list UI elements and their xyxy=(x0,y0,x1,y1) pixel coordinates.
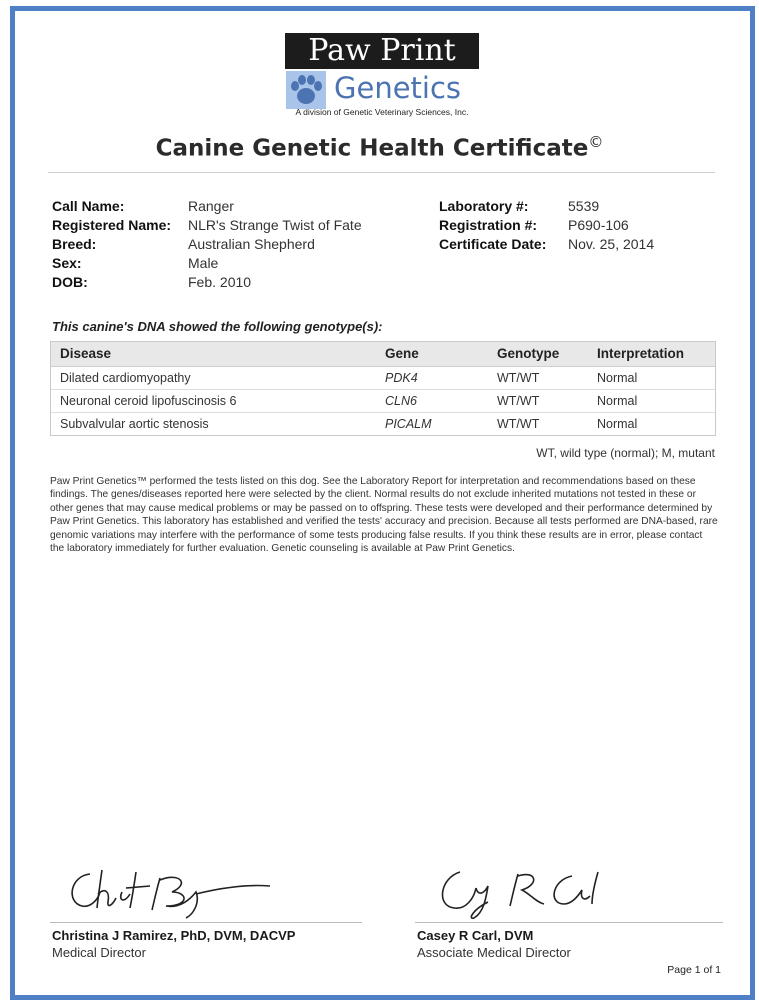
logo-bottom-text: Genetics xyxy=(334,71,462,105)
genotype-heading: This canine's DNA showed the following genotype(s): xyxy=(52,319,383,334)
disclaimer-paragraph: Paw Print Genetics™ performed the tests listed on this dog. See the Laboratory Report for interpretation and recommendations based on these findings. The genes/diseases reported here were selected by the client. Normal results do not exclude inherited mutations not tested in these or other genes that may cause medical problems or may be passed on to offspring. These tests were developed and their performance determined by Paw Print Genetics. This laboratory has established and verified the tests' accuracy and precision. Because all tests performed are DNA-based, rare genomic variations may interfere with the performance of some tests producing false results. If you think these results are in error, please contact the laboratory immediately for further evaluation. Genetic counseling is available at Paw Print Genetics. xyxy=(50,476,718,555)
interpretation-cell: Normal xyxy=(597,371,638,385)
breed-value: Australian Shepherd xyxy=(188,236,315,252)
call-name-value: Ranger xyxy=(188,198,234,214)
interpretation-cell: Normal xyxy=(597,417,638,431)
header-gene: Gene xyxy=(385,346,419,361)
table-row xyxy=(51,413,715,435)
copyright-mark: © xyxy=(588,133,604,151)
gene-cell: CLN6 xyxy=(385,394,417,408)
gene-cell: PICALM xyxy=(385,417,432,431)
laboratory-number-label: Laboratory #: xyxy=(439,198,529,214)
logo-top-text: Paw Print xyxy=(285,33,479,69)
disease-cell: Subvalvular aortic stenosis xyxy=(60,417,209,431)
dob-value: Feb. 2010 xyxy=(188,274,252,290)
table-row xyxy=(51,367,715,390)
signer-name-right: Casey R Carl, DVM xyxy=(417,928,534,943)
paw-print-genetics-logo xyxy=(282,33,482,123)
page-number: Page 1 of 1 xyxy=(667,964,721,976)
registration-number-label: Registration #: xyxy=(439,217,538,233)
certificate-date-label: Certificate Date: xyxy=(439,236,547,252)
registered-name-value: NLR's Strange Twist of Fate xyxy=(188,217,362,233)
disease-cell: Neuronal ceroid lipofuscinosis 6 xyxy=(60,394,237,408)
title-text: Canine Genetic Health Certificate xyxy=(155,135,589,162)
header-disease: Disease xyxy=(60,346,112,361)
laboratory-number-value: 5539 xyxy=(568,198,600,214)
sex-value: Male xyxy=(188,255,219,271)
title-divider xyxy=(48,172,715,173)
interpretation-cell: Normal xyxy=(597,394,638,408)
paw-icon xyxy=(286,71,326,109)
gene-cell: PDK4 xyxy=(385,371,418,385)
ramirez-signature xyxy=(60,862,275,922)
signer-title-left: Medical Director xyxy=(52,945,146,960)
registration-number-value: P690-106 xyxy=(568,217,629,233)
genotype-cell: WT/WT xyxy=(497,394,540,408)
genotype-legend: WT, wild type (normal); M, mutant xyxy=(536,446,715,460)
genotype-cell: WT/WT xyxy=(497,371,540,385)
breed-label: Breed: xyxy=(52,236,97,252)
signature-line-left xyxy=(50,922,362,923)
signer-name-left: Christina J Ramirez, PhD, DVM, DACVP xyxy=(52,928,296,943)
signature-line-right xyxy=(415,922,723,923)
logo-subtitle: A division of Genetic Veterinary Sciences, Inc. xyxy=(295,107,469,117)
call-name-label: Call Name: xyxy=(52,198,125,214)
header-genotype: Genotype xyxy=(497,346,560,361)
disease-cell: Dilated cardiomyopathy xyxy=(60,371,191,385)
header-interpretation: Interpretation xyxy=(597,346,685,361)
certificate-title xyxy=(0,133,759,162)
genotype-table xyxy=(50,341,716,436)
genotype-cell: WT/WT xyxy=(497,417,540,431)
carl-signature xyxy=(432,862,627,922)
table-header-row xyxy=(51,342,715,367)
signer-title-right: Associate Medical Director xyxy=(417,945,571,960)
certificate-date-value: Nov. 25, 2014 xyxy=(568,236,655,252)
sex-label: Sex: xyxy=(52,255,82,271)
dob-label: DOB: xyxy=(52,274,88,290)
table-row xyxy=(51,390,715,413)
registered-name-label: Registered Name: xyxy=(52,217,172,233)
